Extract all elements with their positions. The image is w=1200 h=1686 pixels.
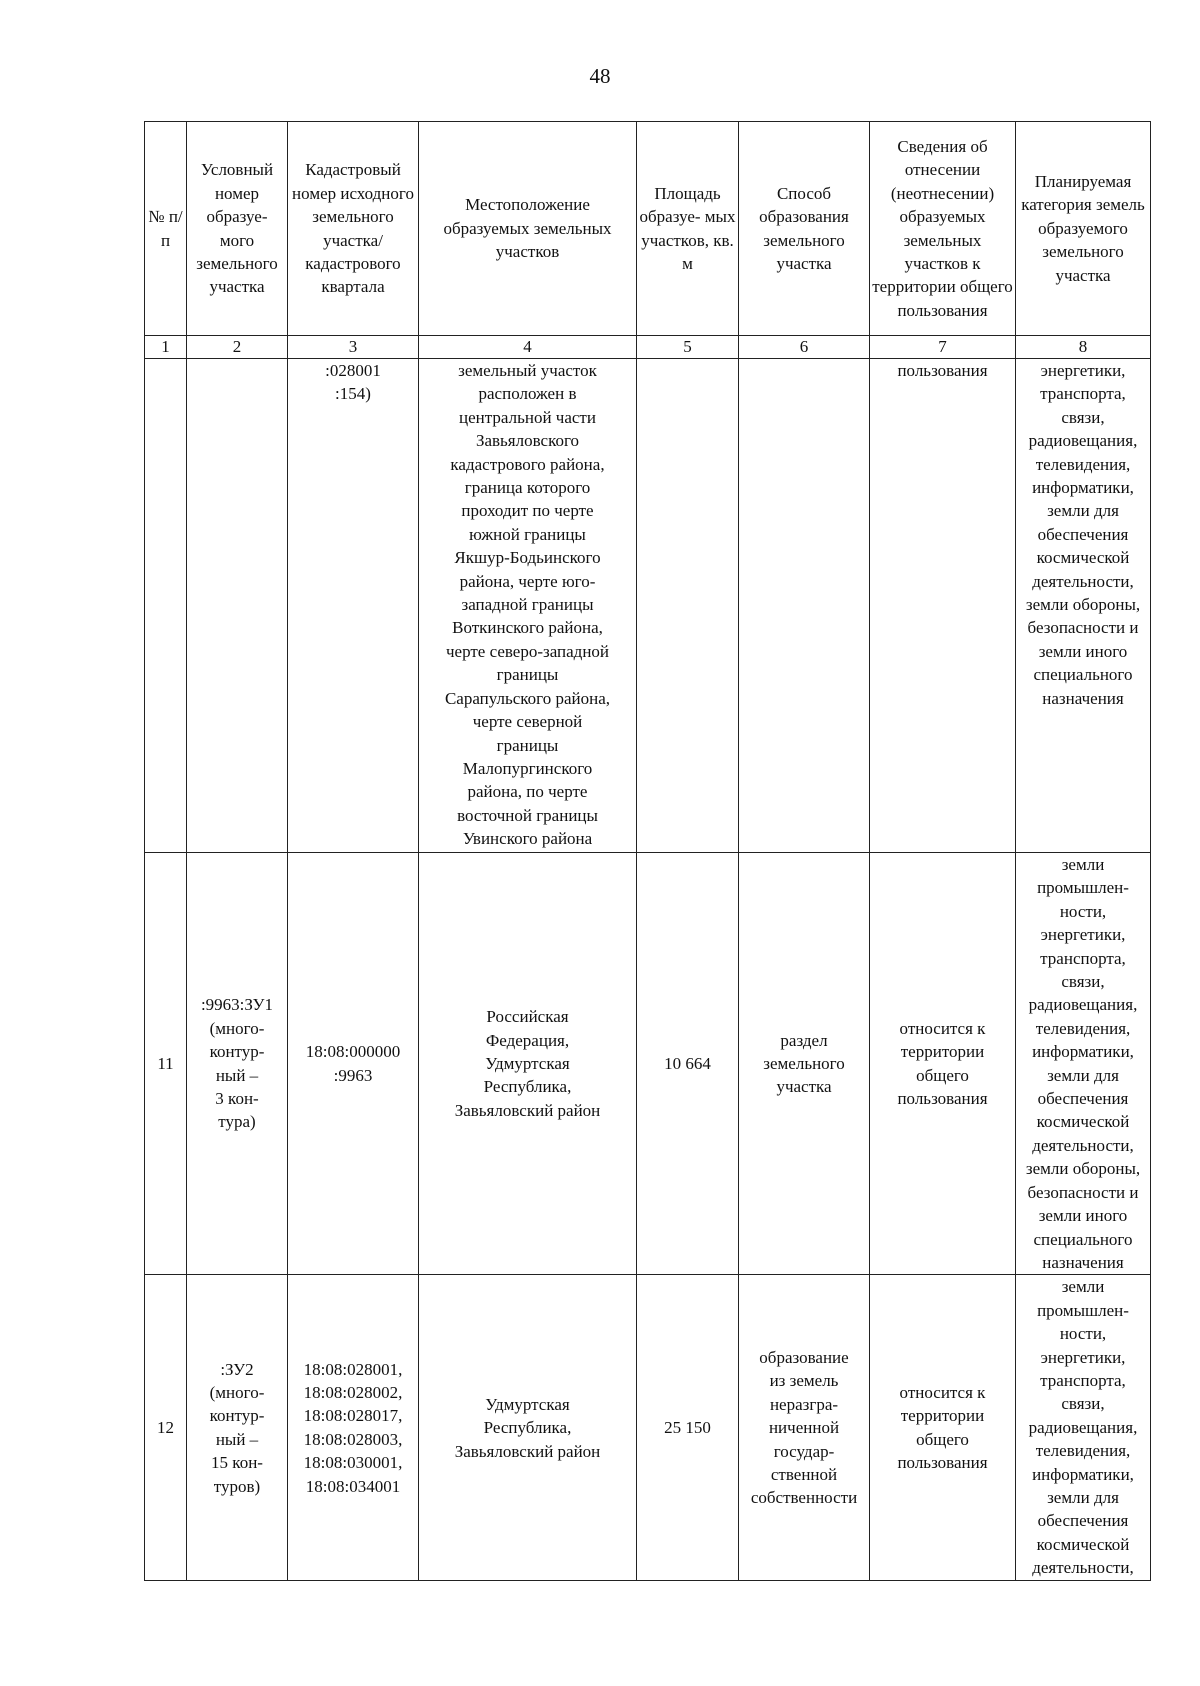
column-number: 1	[145, 336, 187, 359]
header-number: № п/п	[145, 122, 187, 336]
public-use-status: относится к территории общего пользования	[870, 1275, 1016, 1581]
formation-method: образование из земель неразгра- ниченной государ- ственной собственности	[739, 1275, 870, 1581]
row-number: 12	[145, 1275, 187, 1581]
land-category: земли промышлен- ности, энергетики, транспорта, связи, радиовещания, телевидения, информатики, земли для обеспечения космической деятельности, земли обороны, безопасности и земли иного специального назначения	[1016, 853, 1151, 1275]
column-number: 7	[870, 336, 1016, 359]
column-number: 3	[288, 336, 419, 359]
header-plot-code: Условный номер образуе- мого земельного участка	[187, 122, 288, 336]
land-category: энергетики, транспорта, связи, радиовещания, телевидения, информатики, земли для обеспечения космической деятельности, земли обороны, безопасности и земли иного специального назначения	[1016, 359, 1151, 853]
plot-code: :9963:ЗУ1 (много- контур- ный – 3 кон- тура)	[187, 853, 288, 1275]
plot-code	[187, 359, 288, 853]
location: Российская Федерация, Удмуртская Республика, Завьяловский район	[419, 853, 637, 1275]
header-location: Местоположение образуемых земельных участков	[419, 122, 637, 336]
area: 10 664	[637, 853, 739, 1275]
cadastral-number: 18:08:000000 :9963	[288, 853, 419, 1275]
column-number: 6	[739, 336, 870, 359]
row-number: 11	[145, 853, 187, 1275]
header-public-use: Сведения об отнесении (неотнесении) образуемых земельных участков к территории общего пользования	[870, 122, 1016, 336]
location: Удмуртская Республика, Завьяловский район	[419, 1275, 637, 1581]
header-area: Площадь образуе- мых участков, кв. м	[637, 122, 739, 336]
row-number	[145, 359, 187, 853]
location: земельный участок расположен в центральной части Завьяловского кадастрового района, граница которого проходит по черте южной границы Якшур-Бодьинского района, черте юго- западной границы Воткинского района, черте северо-западной границы Сарапульского района, черте северной границы Малопургинского района, по черте восточной границы Увинского района	[419, 359, 637, 853]
column-number-row	[145, 336, 1151, 359]
column-number: 5	[637, 336, 739, 359]
land-plots-table	[144, 121, 1151, 1581]
plot-code: :ЗУ2 (много- контур- ный – 15 кон- туров)	[187, 1275, 288, 1581]
cadastral-number: :028001 :154)	[288, 359, 419, 853]
column-number: 8	[1016, 336, 1151, 359]
cadastral-number: 18:08:028001, 18:08:028002, 18:08:028017, 18:08:028003, 18:08:030001, 18:08:034001	[288, 1275, 419, 1581]
area	[637, 359, 739, 853]
column-number: 4	[419, 336, 637, 359]
table-row	[145, 853, 1151, 1275]
header-formation-method: Способ образования земельного участка	[739, 122, 870, 336]
formation-method: раздел земельного участка	[739, 853, 870, 1275]
header-cadastral-number: Кадастровый номер исходного земельного участка/ кадастрового квартала	[288, 122, 419, 336]
page-number: 48	[589, 64, 611, 88]
table-row	[145, 359, 1151, 853]
table-row	[145, 1275, 1151, 1581]
area: 25 150	[637, 1275, 739, 1581]
land-category: земли промышлен- ности, энергетики, транспорта, связи, радиовещания, телевидения, информатики, земли для обеспечения космической деятельности,	[1016, 1275, 1151, 1581]
header-row	[145, 122, 1151, 336]
header-land-category: Планируемая категория земель образуемого земельного участка	[1016, 122, 1151, 336]
public-use-status: пользования	[870, 359, 1016, 853]
public-use-status: относится к территории общего пользования	[870, 853, 1016, 1275]
formation-method	[739, 359, 870, 853]
column-number: 2	[187, 336, 288, 359]
